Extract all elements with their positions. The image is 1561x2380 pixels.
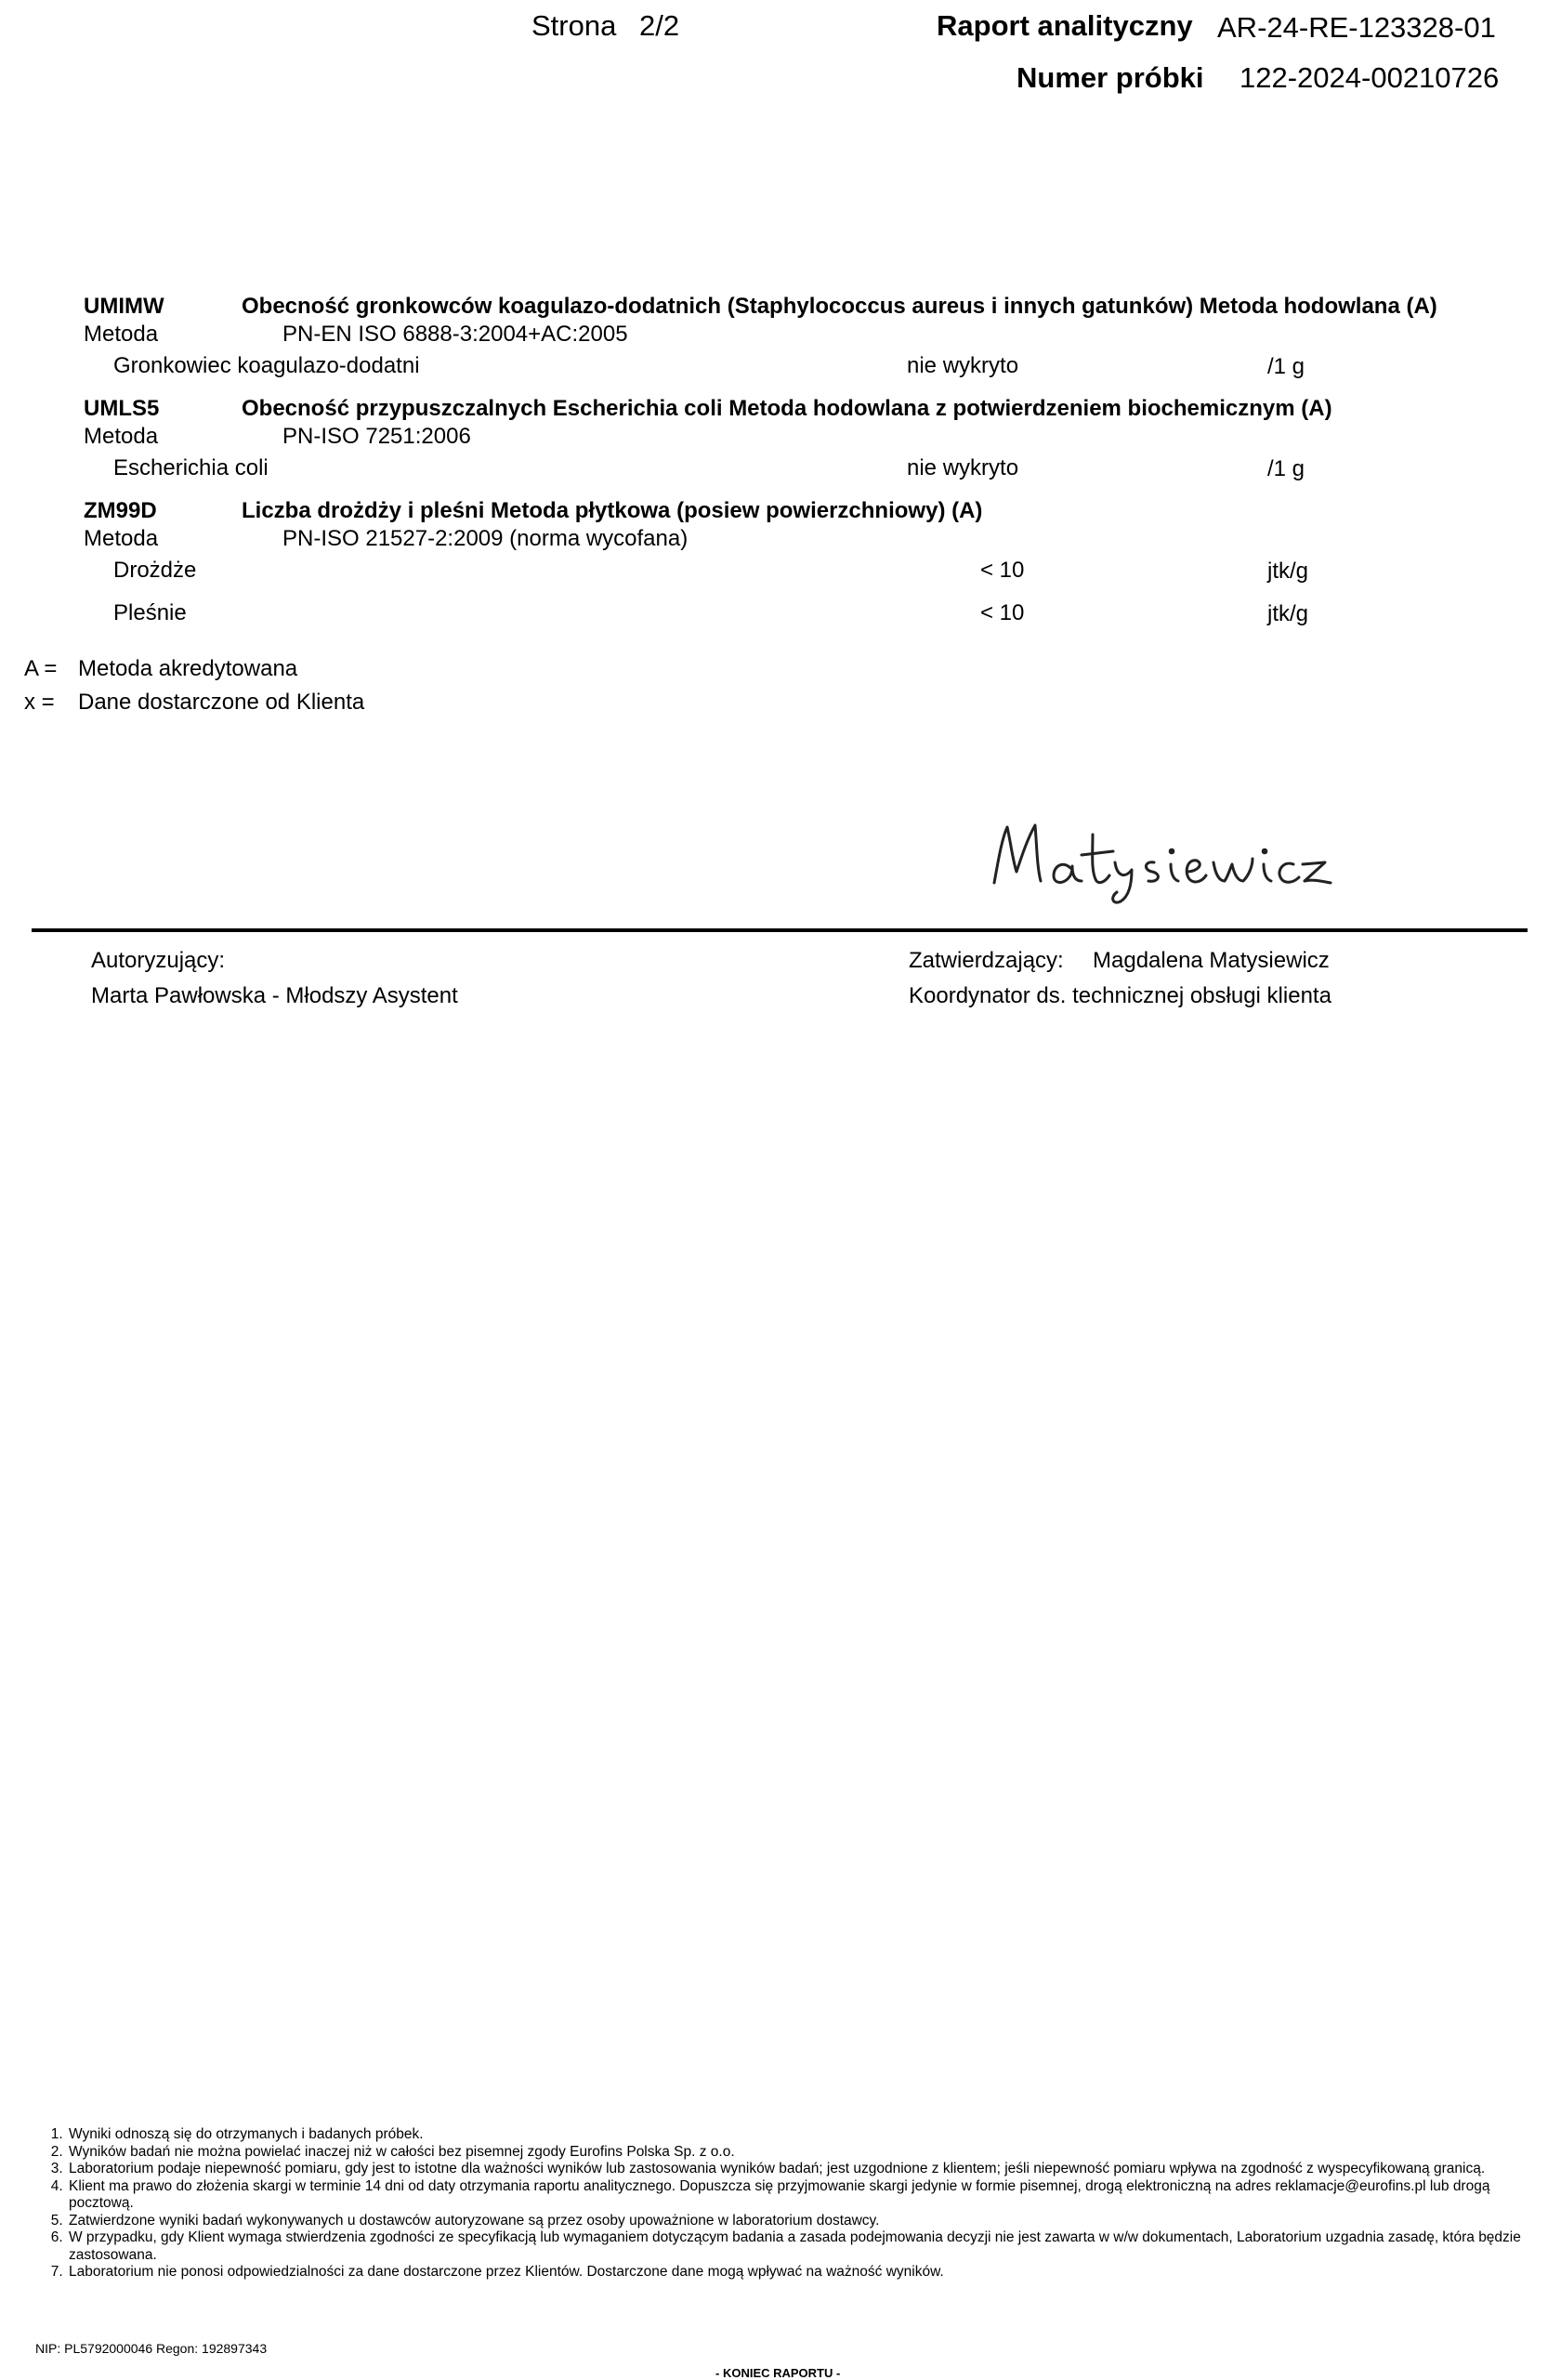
legend-key: x = — [24, 690, 55, 715]
result-unit: jtk/g — [1267, 559, 1309, 584]
test-title: Obecność gronkowców koagulazo-dodatnich (Staphylococcus aureus i innych gatunków) Metoda hodowlana (A) — [242, 294, 1437, 319]
company-ids: NIP: PL5792000046 Regon: 192897343 — [35, 2341, 268, 2356]
note-item: 5. Zatwierdzone wyniki badań wykonywanych u dostawców autoryzowane są przez osoby upoważnione w laboratorium dostawcy. — [67, 2213, 1554, 2230]
method-standard: PN-ISO 21527-2:2009 (norma wycofana) — [282, 526, 689, 551]
note-item: 6. W przypadku, gdy Klient wymaga stwierdzenia zgodności ze specyfikacją lub wymaganiem dotyczącym badania a zasada podejmowania decyzji nie jest zawarta w w/w dokumentach, Laboratorium uzgadnia zasadę, która będzie zastosowana. — [67, 2229, 1554, 2264]
test-code: ZM99D — [84, 498, 157, 523]
test-title: Liczba drożdży i pleśni Metoda płytkowa (posiew powierzchniowy) (A) — [242, 498, 983, 523]
result-value: < 10 — [980, 558, 1025, 583]
result-value: nie wykryto — [907, 455, 1019, 480]
result-name: Pleśnie — [113, 600, 187, 625]
result-name: Drożdże — [113, 558, 197, 583]
note-item: 3. Laboratorium podaje niepewność pomiaru, gdy jest to istotne dla ważności wyników lub zastosowania wyników badań; jest uzgodnione z klientem; jeśli niepewność pomiaru wpływa na zgodność z wyspecyfikowaną granicą. — [67, 2161, 1554, 2178]
note-item: 2. Wyników badań nie można powielać inaczej niż w całości bez pisemnej zgody Eurofins Polska Sp. z o.o. — [67, 2144, 1554, 2162]
report-label: Raport analityczny — [937, 9, 1193, 42]
legend-key: A = — [24, 656, 58, 681]
test-title: Obecność przypuszczalnych Escherichia coli Metoda hodowlana z potwierdzeniem biochemicznym (A) — [242, 396, 1332, 421]
authorizing-person: Marta Pawłowska - Młodszy Asystent — [91, 983, 458, 1008]
result-name: Escherichia coli — [113, 455, 269, 480]
note-item: 4. Klient ma prawo do złożenia skargi w terminie 14 dni od daty otrzymania raportu analitycznego. Dopuszcza się przyjmowanie skargi jedynie w formie pisemnej, drogą elektroniczną na adres reklamacje@eurofins.pl lub drogą pocztową. — [67, 2178, 1554, 2213]
page-number: 2/2 — [639, 9, 680, 42]
authorizing-label: Autoryzujący: — [91, 948, 226, 973]
report-notes — [37, 2126, 1554, 2281]
result-unit: /1 g — [1267, 354, 1305, 379]
legend-text: Dane dostarczone od Klienta — [78, 690, 365, 715]
result-unit: /1 g — [1267, 456, 1305, 481]
method-label: Metoda — [84, 322, 159, 347]
result-value: < 10 — [980, 600, 1025, 625]
report-number: AR-24-RE-123328-01 — [1217, 11, 1496, 44]
end-of-report: - KONIEC RAPORTU - — [715, 2366, 841, 2380]
page-label: Strona — [531, 9, 617, 42]
approving-role: Koordynator ds. technicznej obsługi klienta — [909, 983, 1331, 1008]
method-label: Metoda — [84, 526, 159, 551]
sample-number: 122-2024-00210726 — [1240, 61, 1500, 94]
sample-label: Numer próbki — [1017, 61, 1204, 94]
test-code: UMIMW — [84, 294, 164, 319]
note-item: 7. Laboratorium nie ponosi odpowiedzialności za dane dostarczone przez Klientów. Dostarczone dane mogą wpływać na ważność wyników. — [67, 2264, 1554, 2281]
signature-divider — [32, 928, 1528, 932]
approving-label: Zatwierdzający: — [909, 948, 1064, 973]
handwritten-signature — [985, 807, 1338, 909]
test-code: UMLS5 — [84, 396, 160, 421]
method-standard: PN-EN ISO 6888-3:2004+AC:2005 — [282, 322, 628, 347]
method-standard: PN-ISO 7251:2006 — [282, 424, 471, 449]
result-name: Gronkowiec koagulazo-dodatni — [113, 353, 420, 378]
method-label: Metoda — [84, 424, 159, 449]
legend-text: Metoda akredytowana — [78, 656, 298, 681]
result-unit: jtk/g — [1267, 601, 1309, 626]
approving-name: Magdalena Matysiewicz — [1093, 948, 1330, 973]
result-value: nie wykryto — [907, 353, 1019, 378]
note-item: 1. Wyniki odnoszą się do otrzymanych i badanych próbek. — [67, 2126, 1554, 2144]
